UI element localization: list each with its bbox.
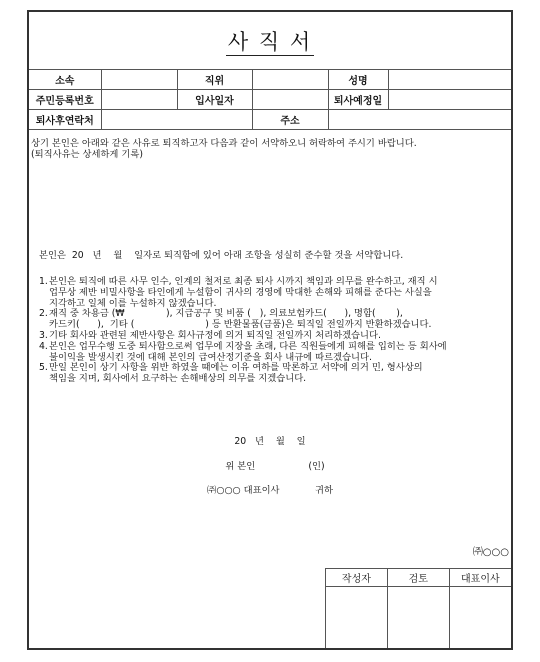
- reason-note: (퇴직사유는 상세하게 기록): [31, 149, 143, 160]
- department-field[interactable]: [101, 70, 177, 90]
- contact-field[interactable]: [101, 110, 252, 130]
- pledge-text: 본인은 업무수행 도중 퇴사함으로써 업무에 지장을 초래, 다른 직원들에게 피해를 입히는 등 회사에 불이익을 발생시킨 것에 대해 본인의 급여산정기준을 회사 내규에 따르겠습니다.: [49, 340, 447, 363]
- join-date-label: 입사일자: [177, 90, 252, 110]
- approval-header-ceo: 대표이사: [449, 568, 511, 586]
- date-line: 20 년 월 일: [234, 436, 306, 447]
- pledge-number: 1.: [39, 276, 48, 287]
- pledge-number: 4.: [39, 340, 48, 352]
- approval-sign-writer[interactable]: [326, 586, 388, 648]
- approval-table: [325, 568, 511, 649]
- resident-id-field[interactable]: [101, 90, 177, 110]
- pledge-number: 5.: [39, 362, 48, 374]
- approval-sign-ceo[interactable]: [449, 586, 511, 648]
- pledge-list: [39, 277, 499, 385]
- pledge-text: 기타 회사와 관련된 제반사항은 회사규정에 의거 퇴직일 전일까지 처리하겠습니다.: [49, 329, 381, 341]
- pledge-item: [39, 342, 499, 364]
- pledge-number: 3.: [39, 329, 48, 341]
- address-field[interactable]: [328, 110, 511, 130]
- company-name: ㈜○○○: [472, 547, 509, 558]
- signer-line: 위 본인 (인): [225, 461, 325, 472]
- form-title: 사 직 서: [227, 30, 313, 54]
- approval-header-review: 검토: [387, 568, 449, 586]
- position-label: 직위: [177, 70, 252, 90]
- pledge-item: [39, 277, 499, 309]
- resignation-form: [27, 10, 513, 650]
- join-date-field[interactable]: [252, 90, 328, 110]
- department-label: 소속: [29, 70, 101, 90]
- resign-date-field[interactable]: [388, 90, 511, 110]
- employee-info-table: [29, 69, 511, 130]
- pledge-text: 재직 중 차용금 (₩ ), 지급공구 및 비품 ( ), 의료보험카드( ), 명함( ), 카드키( ), 기타 ( ) 등 반환물품(금품)은 퇴직일 전일까지 반환하겠습니다.: [49, 308, 432, 331]
- resign-date-label: 퇴사예정일: [328, 90, 388, 110]
- pledge-item: [39, 309, 499, 331]
- pledge-number: 2.: [39, 308, 48, 320]
- contact-label: 퇴사후연락처: [29, 110, 101, 130]
- address-label: 주소: [252, 110, 328, 130]
- pledge-text: 본인은 퇴직에 따른 사무 인수, 인계의 철저로 최종 퇴사 시까지 책임과 의무를 완수하고, 재직 시 업무상 제반 비밀사항을 타인에게 누설함이 귀사의 경영에 막대한 손해와 피해를 준다는 사실을 지각하고 일체 이를 누설하지 않겠습니다.: [49, 276, 438, 309]
- pledge-text: 만일 본인이 상기 사항을 위반 하였을 때에는 이유 여하를 막론하고 서약에 의거 민, 형사상의 책임을 지며, 회사에서 요구하는 손해배상의 의무를 지겠습니다.: [49, 362, 423, 385]
- pledge-intro: 본인은 20 년 월 일자로 퇴직함에 있어 아래 조항을 성실히 준수할 것을 서약합니다.: [39, 250, 404, 261]
- resident-id-label: 주민등록번호: [29, 90, 101, 110]
- approval-header-writer: 작성자: [326, 568, 388, 586]
- position-field[interactable]: [252, 70, 328, 90]
- reason-statement: 상기 본인은 아래와 같은 사유로 퇴직하고자 다음과 같이 서약하오니 허락하여 주시기 바랍니다.: [31, 138, 417, 149]
- name-label: 성명: [328, 70, 388, 90]
- name-field[interactable]: [388, 70, 511, 90]
- approval-sign-review[interactable]: [387, 586, 449, 648]
- recipient-line: ㈜○○○ 대표이사 귀하: [207, 485, 333, 496]
- pledge-item: [39, 363, 499, 385]
